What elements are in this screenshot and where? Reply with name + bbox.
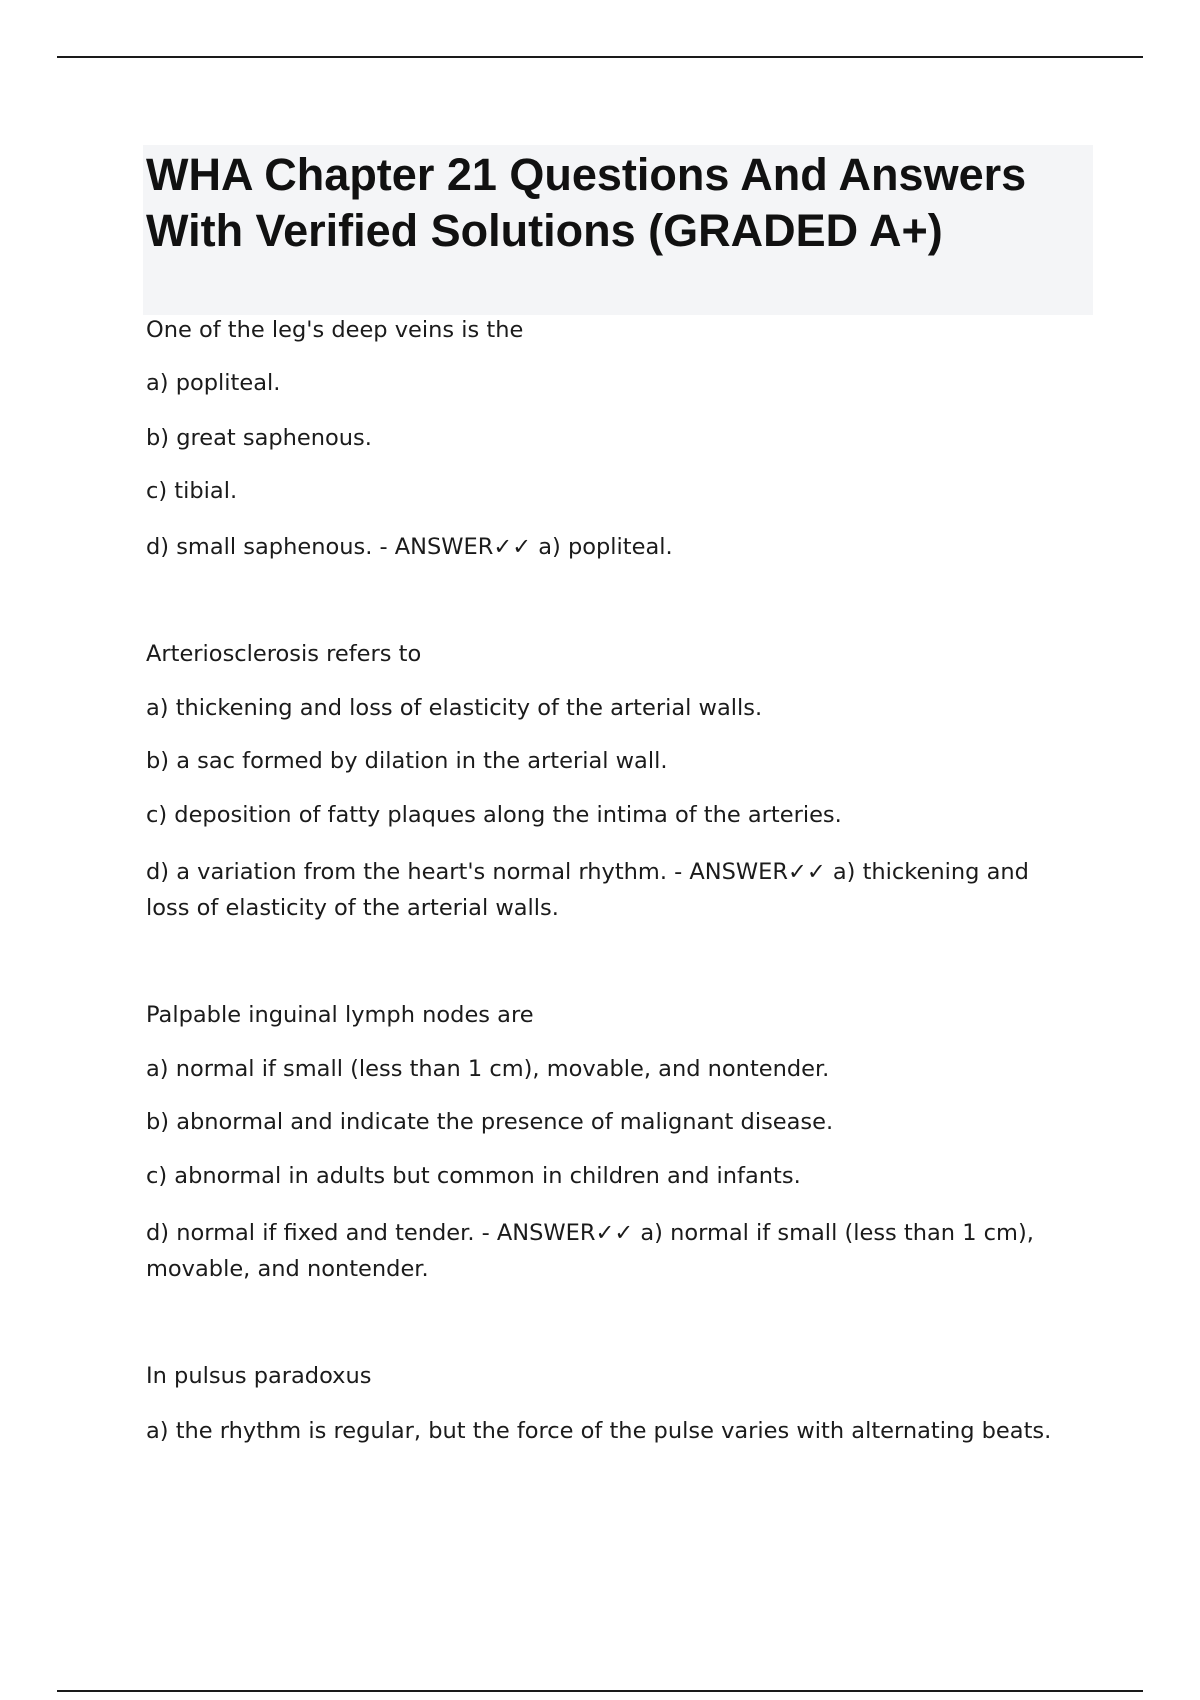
bottom-rule	[57, 1690, 1143, 1692]
question-1-stem: One of the leg's deep veins is the	[146, 317, 524, 343]
question-3-stem: Palpable inguinal lymph nodes are	[146, 1002, 534, 1028]
question-4-option-a: a) the rhythm is regular, but the force of the pulse varies with alternating beats.	[146, 1418, 1052, 1444]
question-2-stem: Arteriosclerosis refers to	[146, 641, 422, 667]
question-1-option-b: b) great saphenous.	[146, 425, 372, 451]
question-2-option-a: a) thickening and loss of elasticity of the arterial walls.	[146, 695, 763, 721]
question-3-option-b: b) abnormal and indicate the presence of malignant disease.	[146, 1109, 834, 1135]
page-title: WHA Chapter 21 Questions And Answers With Verified Solutions (GRADED A+)	[146, 149, 1027, 256]
top-rule	[57, 56, 1143, 58]
question-4-stem: In pulsus paradoxus	[146, 1363, 372, 1389]
question-3-option-a: a) normal if small (less than 1 cm), movable, and nontender.	[146, 1056, 830, 1082]
question-2-option-c: c) deposition of fatty plaques along the intima of the arteries.	[146, 802, 842, 828]
question-3-option-d-answer: d) normal if fixed and tender. - ANSWER✓✓ a) normal if small (less than 1 cm), movable, and nontender.	[146, 1220, 1034, 1282]
question-1-option-c: c) tibial.	[146, 478, 238, 504]
question-3-option-c: c) abnormal in adults but common in children and infants.	[146, 1163, 801, 1189]
question-1-option-a: a) popliteal.	[146, 370, 281, 396]
question-2-option-d-answer: d) a variation from the heart's normal rhythm. - ANSWER✓✓ a) thickening and loss of elasticity of the arterial walls.	[146, 859, 1029, 921]
question-1-option-d-answer: d) small saphenous. - ANSWER✓✓ a) popliteal.	[146, 534, 673, 560]
question-2-option-b: b) a sac formed by dilation in the arterial wall.	[146, 748, 668, 774]
